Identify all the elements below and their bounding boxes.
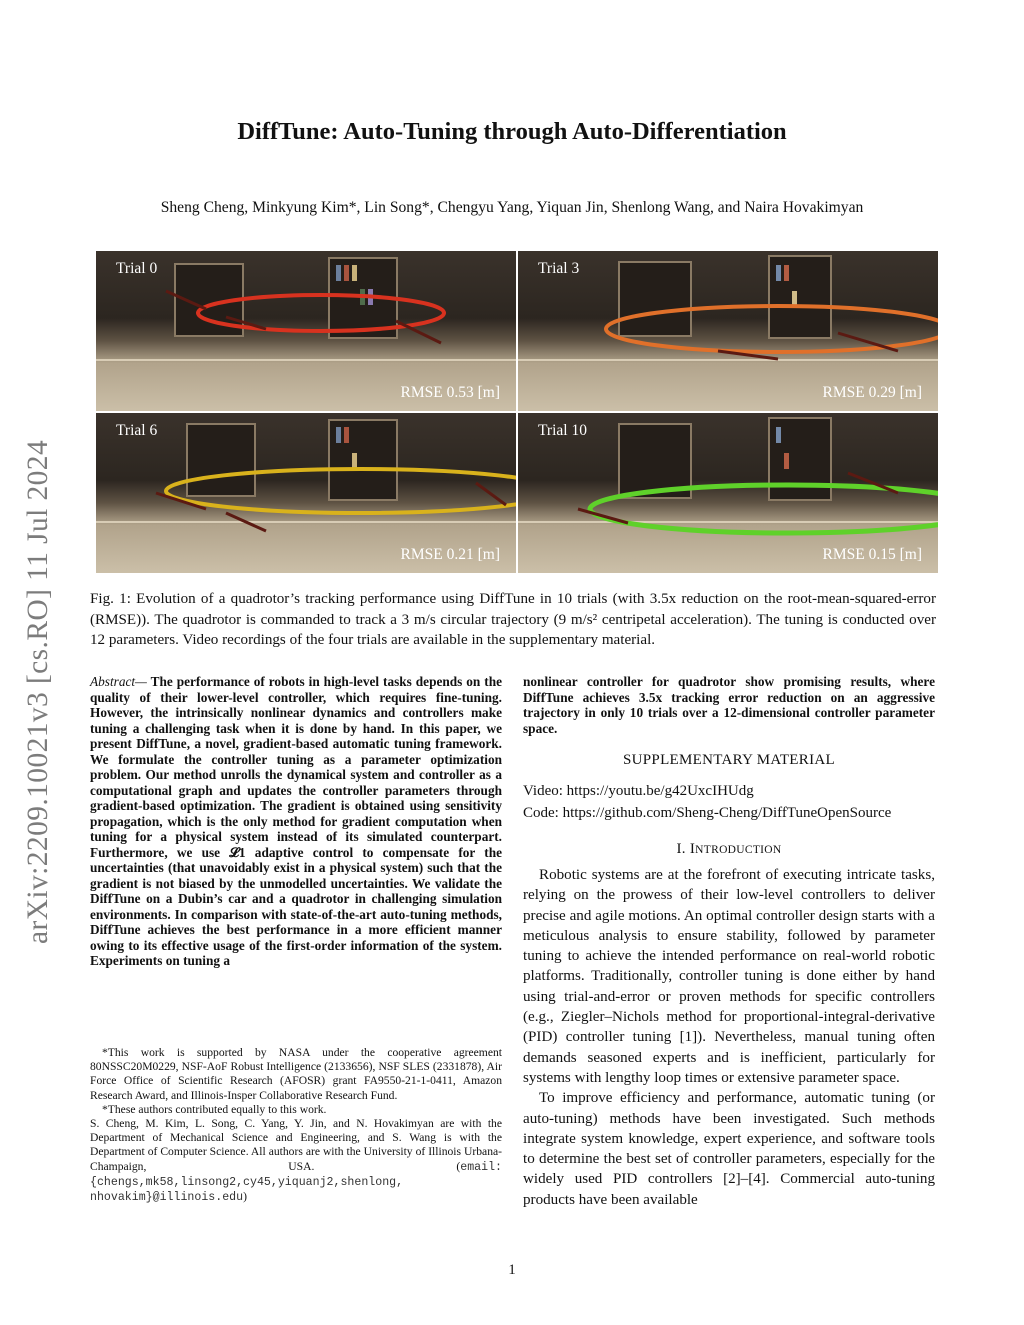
- introduction-heading: [523, 841, 935, 858]
- paper-title: DiffTune: Auto-Tuning through Auto-Differentiation: [237, 118, 787, 145]
- email-label: email:: [460, 1160, 502, 1174]
- intro-paragraph-2: To improve efficiency and performance, automatic tuning (or auto-tuning) methods have been investigated. Such methods integrate system knowledge, expert experience, and software tools to determine the best set of controller parameters, especially for the widely used PID controllers [2]–[4]. Commercial auto-tuning products have been available: [523, 1090, 935, 1208]
- email-open: (: [456, 1159, 461, 1173]
- footnotes: [90, 1046, 502, 1205]
- trial-panel-0: [96, 251, 516, 411]
- trial-label: Trial 10: [538, 422, 587, 439]
- drone-blur: [718, 333, 898, 359]
- drone-blur: [156, 483, 506, 531]
- trial-panel-3: [518, 251, 938, 411]
- trajectory-ellipse: [606, 306, 938, 352]
- equal-contribution-footnote: *These authors contributed equally to this work.: [102, 1102, 327, 1116]
- abstract-continuation: nonlinear controller for quadrotor show promising results, where DiffTune achieves 3.5x tracking error reduction on an aggressive trajectory in only 10 trials over a 12-dimensional controller parameter space.: [523, 674, 935, 736]
- trial-label: Trial 3: [538, 260, 580, 277]
- trial-label: Trial 6: [116, 422, 158, 439]
- author-list: Sheng Cheng, Minkyung Kim*, Lin Song*, Chengyu Yang, Yiquan Jin, Shenlong Wang, and Naira Hovakimyan: [160, 199, 864, 216]
- section-title-rest: NTRODUCTION: [695, 844, 782, 856]
- section-number: I.: [676, 841, 686, 857]
- introduction-body: [523, 865, 935, 1210]
- supplementary-heading: SUPPLEMENTARY MATERIAL: [623, 752, 835, 768]
- funding-footnote: *This work is supported by NASA under the cooperative agreement 80NSSC20M0229, NSF-AoF Robust Intelligence (2133656), NSF SLES (2331878), Air Force Office of Scientific Research (AFOSR) grant FA9550-21-1-0411, Amazon Research Award, and Illinois-Insper Collaborative Research Fund.: [90, 1046, 502, 1102]
- code-link[interactable]: Code: https://github.com/Sheng-Cheng/DiffTuneOpenSource: [523, 805, 892, 821]
- caption-text: Evolution of a quadrotor’s tracking performance using DiffTune in 10 trials (with 3.5x reduction on the root-mean-squared-error (RMSE)). The quadrotor is commanded to track a 3 m/s circular trajectory (9 m/s² centripetal acceleration). The tuning is conducted over 12 parameters. Video recordings of the four trials are available in the supplementary material.: [90, 591, 936, 648]
- trial-label: Trial 0: [116, 260, 158, 277]
- video-link[interactable]: Video: https://youtu.be/g42UxcIHUdg: [523, 783, 754, 799]
- trial-panel-10: [518, 413, 938, 573]
- supplementary-links: [523, 780, 935, 824]
- intro-paragraph-1: Robotic systems are at the forefront of executing intricate tasks, relying on the prowess of their low-level controllers to deliver precise and agile motions. An optimal controller design starts with a meticulous analysis to ensure stability, followed by parameter tuning to achieve the intended performance on real-world robotic platforms. Traditionally, controller tuning is done either by hand using trial-and-error or proven methods for specific controllers (e.g., Ziegler–Nichols method for proportional-integral-derivative (PID) controller tuning [1]). Nevertheless, manual tuning often demands seasoned experts and is inefficient, particularly for systems with lengthy loop times or extensive parameter space.: [523, 867, 935, 1086]
- drone-blur: [578, 473, 898, 523]
- affiliation-text: S. Cheng, M. Kim, L. Song, C. Yang, Y. Jin, and N. Hovakimyan are with the Department of Mechanical Science and Engineering, and S. Wang is with the Department of Computer Science. All authors are with the University of Illinois Urbana-Champaign, USA.: [90, 1117, 502, 1173]
- arxiv-identifier: arXiv:2209.10021v3 [cs.RO] 11 Jul 2024: [22, 439, 54, 944]
- caption-prefix: Fig. 1:: [90, 591, 131, 607]
- rmse-label: RMSE 0.29 [m]: [822, 384, 922, 401]
- rmse-label: RMSE 0.21 [m]: [400, 546, 500, 563]
- page-number: 1: [508, 1262, 516, 1278]
- abstract: [90, 674, 502, 969]
- trajectory-ellipse: [166, 469, 516, 513]
- trial-panel-6: [96, 413, 516, 573]
- trajectory-ellipse: [590, 485, 938, 533]
- affiliation-footnote: [90, 1117, 502, 1205]
- rmse-label: RMSE 0.15 [m]: [822, 546, 922, 563]
- figure-1: [96, 251, 938, 574]
- rmse-label: RMSE 0.53 [m]: [400, 384, 500, 401]
- right-column: [523, 674, 935, 1208]
- email-close: ): [243, 1190, 247, 1204]
- abstract-heading: Abstract—: [90, 674, 147, 689]
- left-column: [90, 674, 502, 969]
- abstract-text: The performance of robots in high-level tasks depends on the quality of their lower-level controller, which requires fine-tuning. However, the intrinsically nonlinear dynamics and controllers make tuning a challenging task when it is done by hand. In this paper, we present DiffTune, a novel, gradient-based automatic tuning framework. We formulate the controller tuning as a parameter optimization problem. Our method unrolls the dynamical system and controller as a computational graph and updates the controller parameters through gradient-based optimization. The gradient is obtained using sensitivity propagation, which is the only method for gradient computation when tuning for a physical system instead of its simulated counterpart. Furthermore, we use 𝓛1 adaptive control to compensate for the uncertainties (that unavoidably exist in a physical system) such that the gradient is not biased by the unmodelled uncertainties. We validate the DiffTune on a Dubin’s car and a quadrotor in challenging simulation environments. In comparison with state-of-the-art auto-tuning methods, DiffTune achieves the best performance in a more efficient manner owing to its effective usage of the first-order information of the system. Experiments on tuning a: [90, 674, 502, 968]
- email-addresses[interactable]: {chengs,mk58,linsong2,cy45,yiquanj2,shenlong, nhovakim}@illinois.edu: [90, 1175, 404, 1205]
- section-title-initial: I: [689, 841, 696, 857]
- figure-caption: [90, 589, 936, 651]
